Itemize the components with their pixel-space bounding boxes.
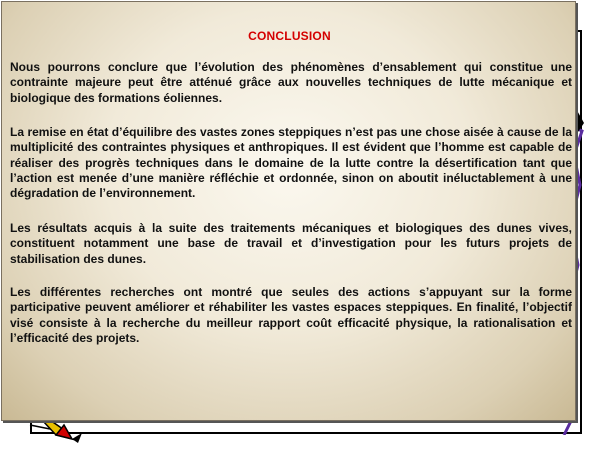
conclusion-card <box>1 1 576 421</box>
paragraph-2: La remise en état d’équilibre des vastes zones steppiques n’est pas une chose aisée à cause de la multiplicité des contraintes physiques et anthropiques. Il est évident que l’homme est capable de réaliser des progrès techniques dans le domaine de la lutte contre la désertification tant que l’action est menée d’une manière réfléchie et ordonnée, sinon on aboutit inéluctablement à une dégradation de l’environnement. <box>10 125 572 201</box>
paragraph-4: Les différentes recherches ont montré que seules des actions s’appuyant sur la forme participative peuvent améliorer et réhabiliter les vastes espaces steppiques. En finalité, l’objectif visé consiste à la recherche du meilleur rapport coût efficacité physique, la rationalisation et l’efficacité des projets. <box>10 285 572 345</box>
conclusion-title: CONCLUSION <box>248 29 331 43</box>
paragraph-3: Les résultats acquis à la suite des traitements mécaniques et biologiques des dunes vives, constituent notamment une base de travail et d’investigation pour les futurs projets de stabilisation des dunes. <box>10 221 572 266</box>
paragraph-1: Nous pourrons conclure que l’évolution des phénomènes d’ensablement qui constitue une contrainte majeure peut être atténué grâce aux nouvelles techniques de lutte mécanique et biologique des formations éoliennes. <box>10 60 572 105</box>
